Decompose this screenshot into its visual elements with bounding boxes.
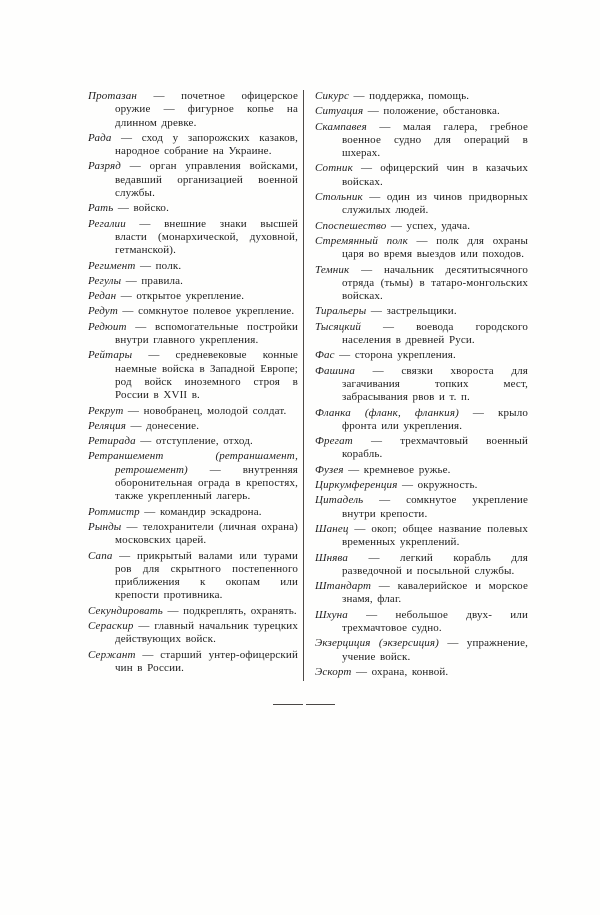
glossary-text-block — [88, 90, 529, 681]
entry-definition: — открытое укрепление. — [116, 290, 245, 303]
glossary-entry — [88, 620, 298, 647]
entry-definition: — главный начальник турецких действующих войск. — [115, 619, 298, 646]
entry-term: Регалии — [88, 217, 126, 230]
entry-term: Секундировать — [88, 604, 163, 617]
glossary-entry — [88, 349, 298, 402]
entry-term: Редут — [88, 305, 118, 318]
entry-definition: — сторона укрепления. — [334, 349, 456, 362]
glossary-column-left — [88, 90, 298, 681]
entry-definition: — легкий корабль для разведочной и посыльной службы. — [342, 551, 528, 577]
entry-term: Фас — [315, 349, 335, 362]
glossary-entry — [88, 550, 298, 603]
glossary-entry — [315, 580, 528, 607]
glossary-entry — [315, 305, 528, 318]
entry-term: Сераскир — [88, 619, 134, 632]
entry-definition: — средневековые конные наемные войска в Западной Европе; род войск иноземного строя в России в XVII в. — [115, 349, 298, 402]
column-divider-rule — [303, 90, 304, 681]
entry-definition: — связки хвороста для загачивания топких мест, забрасывания рвов и т. п. — [342, 364, 528, 404]
entry-term: Шанец — [315, 522, 349, 535]
entry-definition: — внешние знаки высшей власти (монархической, духовной, гетманской). — [115, 217, 298, 257]
entry-term: Сержант — [88, 648, 136, 661]
entry-definition: — начальник десятитысячного отряда (тьмы) в татаро-монгольских войсках. — [342, 263, 528, 303]
entry-definition: — новобранец, молодой солдат. — [123, 404, 287, 417]
entry-term: Штандарт — [315, 580, 372, 593]
entry-definition: — командир эскадрона. — [139, 505, 262, 518]
entry-term: Шнява — [315, 551, 348, 564]
entry-definition: — отступление, отход. — [135, 435, 253, 448]
glossary-entry — [88, 506, 298, 519]
entry-term: Ситуация — [315, 105, 364, 118]
glossary-entry — [315, 464, 528, 477]
glossary-entry — [88, 405, 298, 418]
entry-term: Регулы — [88, 274, 122, 287]
glossary-entry — [88, 290, 298, 303]
entry-definition: — положение, обстановка. — [363, 105, 500, 118]
glossary-entry — [315, 349, 528, 362]
entry-definition: — успех, удача. — [386, 219, 471, 232]
entry-definition: — трехмачтовый военный корабль. — [342, 435, 528, 461]
entry-definition: — малая галера, гребное военное судно для операций в шхерах. — [342, 120, 528, 160]
entry-term: Реляция — [88, 419, 127, 432]
entry-definition: — охрана, конвой. — [351, 665, 449, 678]
entry-term: Регимент — [88, 259, 136, 272]
entry-definition: — полк. — [135, 259, 182, 272]
entry-term: Фланка (фланк, фланкия) — [315, 406, 459, 419]
glossary-entry — [88, 275, 298, 288]
entry-definition: — сомкнутое полевое укрепление. — [117, 305, 295, 318]
glossary-entry — [88, 218, 298, 258]
entry-term: Стремянный полк — [315, 234, 408, 247]
entry-term: Темник — [315, 263, 350, 276]
entry-term: Ретраншемент (ретраншамент, ретрошемент) — [88, 450, 298, 476]
glossary-entry — [315, 494, 528, 521]
entry-term: Ротмистр — [88, 505, 140, 518]
glossary-entry — [315, 105, 528, 118]
glossary-entry — [315, 609, 528, 636]
entry-definition: — упражнение, учение войск. — [342, 637, 528, 663]
entry-term: Тиральеры — [315, 305, 367, 318]
glossary-entry — [88, 450, 298, 503]
entry-term: Разряд — [88, 160, 122, 173]
glossary-entry — [315, 479, 528, 492]
end-divider-dash — [273, 704, 303, 705]
entry-definition: — полк для охраны царя во время выездов или походов. — [342, 234, 528, 261]
entry-term: Эскорт — [315, 665, 352, 678]
glossary-entry — [315, 365, 528, 405]
glossary-entry — [315, 220, 528, 233]
entry-term: Сотник — [315, 162, 353, 175]
entry-definition: — поддержка, помощь. — [349, 90, 470, 102]
glossary-entry — [315, 552, 528, 579]
entry-definition: — один из чинов придворных служилых людей. — [342, 191, 528, 217]
glossary-entry — [88, 435, 298, 448]
glossary-entry — [315, 264, 528, 304]
entry-term: Сапа — [88, 549, 113, 562]
entry-definition: — офицерский чин в казачьих войсках. — [342, 162, 528, 188]
end-divider — [273, 704, 335, 705]
entry-definition: — орган управления войсками, ведавший организацией военной службы. — [115, 160, 298, 200]
entry-term: Рекрут — [88, 404, 124, 417]
glossary-entry — [88, 649, 298, 676]
glossary-entry — [315, 523, 528, 550]
entry-term: Экзерциция (экзерсиция) — [315, 637, 439, 650]
entry-term: Споспешество — [315, 219, 387, 232]
entry-term: Рать — [88, 202, 114, 215]
entry-term: Сикурс — [315, 90, 350, 102]
glossary-entry — [315, 407, 528, 434]
glossary-entry — [88, 321, 298, 348]
glossary-entry — [88, 305, 298, 318]
glossary-entry — [315, 90, 528, 103]
entry-definition: — войско. — [113, 202, 169, 215]
entry-definition: — донесение. — [126, 419, 200, 432]
glossary-entry — [88, 260, 298, 273]
entry-definition: — внутренняя оборонительная ограда в крепостях, также укрепленный лагерь. — [115, 463, 298, 503]
entry-term: Стольник — [315, 191, 363, 204]
entry-definition: — почетное офицерское оружие — фигурное копье на длинном древке. — [115, 90, 298, 129]
glossary-entry — [315, 435, 528, 462]
entry-definition: — воевода городского населения в древней Руси. — [342, 320, 528, 347]
entry-term: Фашина — [315, 364, 356, 377]
entry-term: Редан — [88, 290, 117, 303]
entry-definition: — небольшое двух- или трехмачтовое судно. — [342, 608, 528, 634]
entry-definition: — окоп; общее название полевых временных укреплений. — [342, 522, 528, 549]
entry-definition: — правила. — [121, 274, 184, 287]
entry-term: Рейтары — [88, 349, 133, 362]
entry-definition: — прикрытый валами или турами ров для скрытного постепенного приближения к окопам или крепости противника. — [112, 549, 298, 602]
glossary-entry — [315, 637, 528, 664]
glossary-entry — [88, 202, 298, 215]
glossary-entry — [315, 162, 528, 189]
entry-term: Скампавея — [315, 120, 367, 133]
entry-term: Редюит — [88, 320, 127, 333]
glossary-entry — [88, 605, 298, 618]
entry-definition: — сход у запорожских казаков, народное собрание на Украине. — [111, 131, 298, 158]
entry-definition: — кремневое ружье. — [343, 463, 451, 476]
glossary-entry — [88, 90, 298, 130]
entry-definition: — окружность. — [397, 479, 478, 492]
entry-definition: — крыло фронта или укрепления. — [342, 406, 529, 432]
entry-term: Фрегат — [315, 435, 353, 448]
entry-term: Фузея — [315, 463, 344, 476]
glossary-entry — [315, 321, 528, 348]
entry-term: Циркумференция — [315, 479, 398, 492]
entry-term: Тысяцкий — [315, 320, 362, 333]
entry-definition: — кавалерийское и морское знамя, флаг. — [342, 580, 528, 606]
entry-term: Рынды — [88, 520, 122, 533]
entry-term: Рада — [88, 131, 112, 144]
entry-term: Цитадель — [315, 494, 364, 507]
glossary-entry — [88, 132, 298, 159]
entry-term: Шхуна — [315, 608, 348, 621]
entry-definition: — сомкнутое укрепление внутри крепости. — [342, 494, 528, 520]
glossary-entry — [315, 235, 528, 262]
entry-definition: — вспомогательные постройки внутри главного укрепления. — [115, 320, 298, 347]
entry-definition: — застрельщики. — [366, 305, 457, 318]
glossary-entry — [88, 521, 298, 548]
entry-term: Протазан — [88, 90, 137, 102]
entry-definition: — телохранители (личная охрана) московских царей. — [115, 520, 298, 547]
end-divider-dash — [306, 704, 336, 705]
glossary-column-right — [315, 90, 528, 681]
entry-definition: — подкреплять, охранять. — [162, 604, 297, 617]
entry-term: Ретирада — [88, 435, 136, 448]
glossary-entry — [315, 191, 528, 218]
entry-definition: — старший унтер-офицерский чин в России. — [115, 648, 298, 674]
glossary-entry — [315, 666, 528, 679]
glossary-entry — [88, 420, 298, 433]
glossary-entry — [315, 121, 528, 161]
glossary-entry — [88, 160, 298, 200]
